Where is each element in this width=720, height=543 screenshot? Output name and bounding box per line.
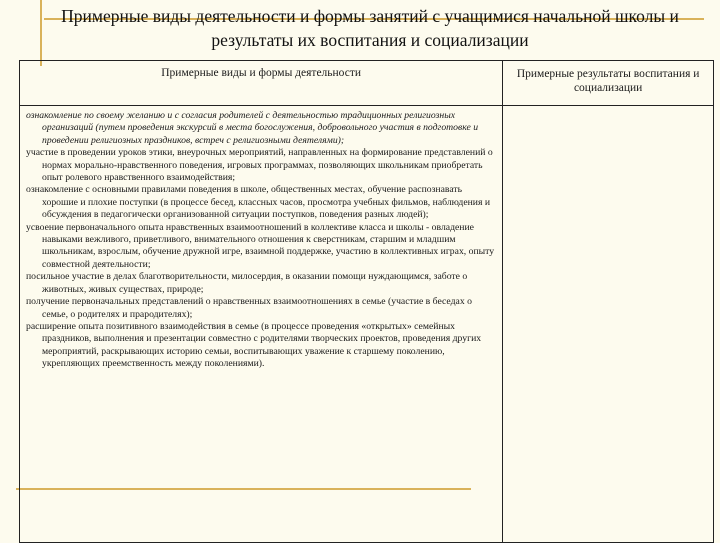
list-item: участие в проведении уроков этики, внеурочных мероприятий, направленных на формирование представлений о нормах морально-нравственного поведения, игровых программах, позволяющих школьникам приобретать опыт ролевого нравственного взаимодействия; <box>26 147 493 184</box>
slide-title: Примерные виды деятельности и формы занятий с учащимися начальной школы и результаты их воспитания и социализации <box>61 6 679 50</box>
list-item: ознакомление с основными правилами поведения в школе, общественных местах, обучение распознавать хорошие и плохие поступки (в процессе бесед, классных часов, просмотра учебных фильмов, наблюдения и обсуждения в педагогически организованной ситуации поступков, поведения разных людей); <box>26 184 491 221</box>
list-item: усвоение первоначального опыта нравственных взаимоотношений в коллективе класса и школы - овладение навыками вежливого, приветливого, внимательного отношения к сверстникам, старшим и младшим школьникам, взрослым, обучение дружной игре, взаимной поддержке, участию в коллективных играх, опыту совместной деятельности; <box>26 221 495 270</box>
activities-table <box>19 60 714 543</box>
table-body-row <box>20 106 714 543</box>
list-item: расширение опыта позитивного взаимодействия в семье (в процессе проведения «открытых» семейных праздников, выполнения и презентации совместно с родителями творческих проектов, проведения других мероприятий, раскрывающих историю семьи, воспитывающих уважение к старшему поколению, укрепляющих преемственность между поколениями). <box>26 320 482 370</box>
decorative-vertical-line <box>40 0 42 66</box>
column-header-results: Примерные результаты воспитания и социализации <box>503 61 714 106</box>
list-item: посильное участие в делах благотворительности, милосердия, в оказании помощи нуждающимся, заботе о животных, живых существах, природе; <box>26 271 468 295</box>
column-header-activities: Примерные виды и формы деятельности <box>20 61 503 106</box>
table-header-row <box>20 61 714 106</box>
list-item: ознакомление по своему желанию и с согласия родителей с деятельностью традиционных религиозных организаций (путем проведения экскурсий в места богослужения, добровольного участия в подготовке и проведении религиозных праздников, встреч с религиозными деятелями); <box>26 110 479 146</box>
list-item: получение первоначальных представлений о нравственных взаимоотношениях в семье (участие в беседах о семье, о родителях и прародителях); <box>26 296 472 320</box>
activities-cell <box>20 106 503 543</box>
results-cell <box>503 106 714 543</box>
